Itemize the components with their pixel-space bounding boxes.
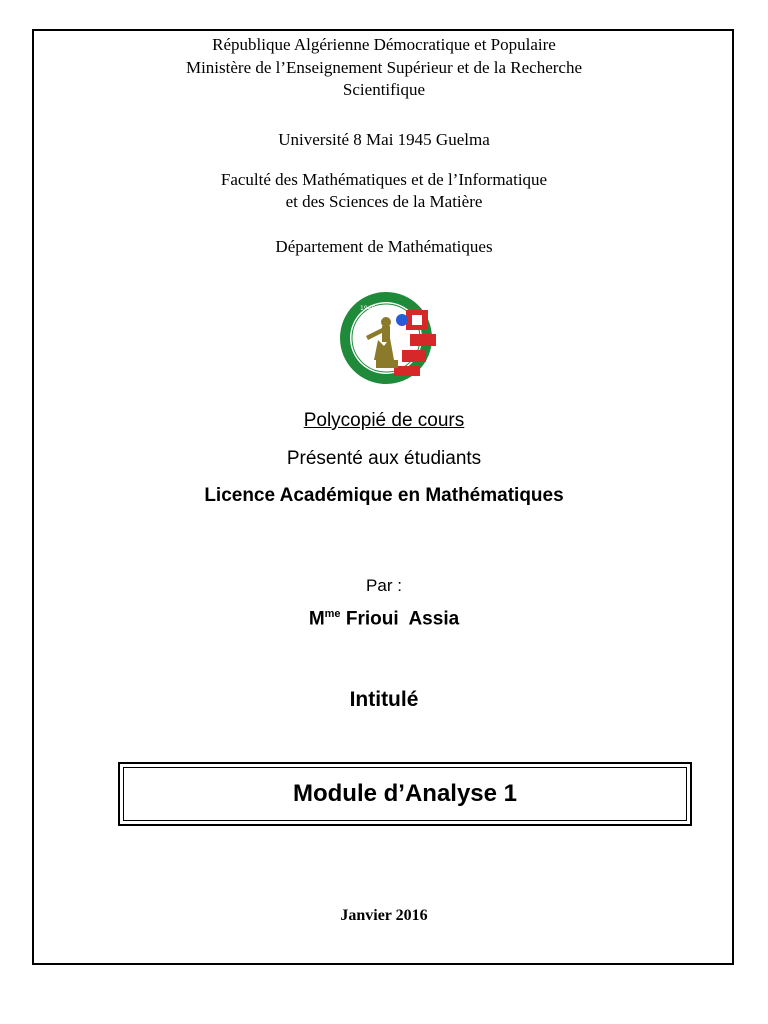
author-name: $M^{me}$ Frioui Assia — [308, 608, 460, 630]
ministry-cont-line: Scientifique — [342, 80, 426, 99]
republic-line: République Algérienne Démocratique et Populaire — [212, 35, 556, 54]
department-line: Département de Mathématiques — [275, 237, 493, 256]
faculty-cont-line: et des Sciences de la Matière — [285, 192, 483, 211]
subject-label: Intitulé — [349, 688, 419, 711]
course-label: Polycopié de cours — [303, 410, 465, 431]
program-line: Licence Académique en Mathématiques — [204, 485, 564, 506]
by-label: Par : — [366, 576, 402, 595]
university-logo — [336, 284, 440, 388]
date-line: Janvier 2016 — [340, 907, 428, 924]
faculty-line: Faculté des Mathématiques et de l’Informatique — [220, 170, 548, 189]
ministry-line: Ministère de l’Enseignement Supérieur et de la Recherche — [185, 58, 583, 77]
university-line: Université 8 Mai 1945 Guelma — [278, 130, 490, 149]
module-title-box — [118, 762, 692, 826]
logo-year: 1945 — [360, 305, 376, 312]
presented-line: Présenté aux étudiants — [286, 448, 482, 469]
module-title: Module d’Analyse 1 — [292, 780, 518, 807]
